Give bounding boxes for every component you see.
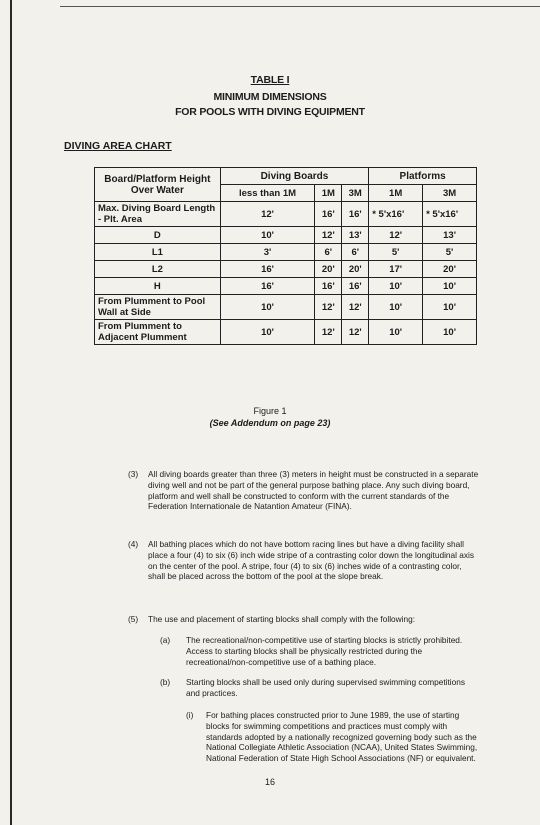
table-row <box>95 261 477 278</box>
chart-title: DIVING AREA CHART <box>64 140 172 152</box>
header-board-height: Board/Platform Height Over Water <box>95 168 221 202</box>
cell: 12' <box>369 227 423 244</box>
row-label: From Plumment to Adjacent Plumment <box>95 320 221 345</box>
row-label: H <box>95 278 221 295</box>
cell: 16' <box>315 202 342 227</box>
header-platforms: Platforms <box>369 168 477 185</box>
row-label: From Plumment to Pool Wall at Side <box>95 295 221 320</box>
row-label: L2 <box>95 261 221 278</box>
cell: 5' <box>423 244 477 261</box>
paragraph-a: The recreational/non-competitive use of starting blocks is strictly prohibited. Access to starting blocks shall be physically restricted during the recreational/non-competitive use of a bathing place. <box>186 635 463 667</box>
paragraph-number: (i) <box>186 710 194 720</box>
top-rule <box>60 6 540 7</box>
cell: 12' <box>315 227 342 244</box>
cell: 20' <box>342 261 369 278</box>
cell: 16' <box>315 278 342 295</box>
paragraph-4: All bathing places which do not have bottom racing lines but have a diving facility shall place a four (4) to six (6) inch wide stripe of a contrasting color down the longitudinal axis on the center of the pool. A stripe, four (4) to six (6) inches wide of a contrasting color, shall be placed across the bottom of the pool at the slope break. <box>148 539 475 582</box>
cell: 12' <box>220 202 315 227</box>
col-header: 1M <box>315 185 342 202</box>
table-row <box>95 244 477 261</box>
cell: 12' <box>342 320 369 345</box>
cell: 3' <box>220 244 315 261</box>
title-line-3: FOR POOLS WITH DIVING EQUIPMENT <box>175 106 365 118</box>
cell: 16' <box>220 261 315 278</box>
cell: 17' <box>369 261 423 278</box>
row-label: D <box>95 227 221 244</box>
figure-caption: Figure 1 <box>253 406 287 416</box>
cell: * 5'x16' <box>423 202 477 227</box>
cell: * 5'x16' <box>369 202 423 227</box>
cell: 10' <box>220 295 315 320</box>
paragraph-i: For bathing places constructed prior to June 1989, the use of starting blocks for swimming competitions and practices must comply with standards adopted by a nationally recognized governing body such as the National Collegiate Athletic Association (NCAA), United States Swimming, National Federation of State High School Associations (NF) or equivalent. <box>206 710 478 764</box>
cell: 10' <box>369 278 423 295</box>
cell: 20' <box>423 261 477 278</box>
cell: 6' <box>342 244 369 261</box>
cell: 10' <box>423 278 477 295</box>
cell: 16' <box>342 278 369 295</box>
diving-area-table <box>94 167 477 345</box>
col-header: 1M <box>369 185 423 202</box>
paragraph-number: (a) <box>160 635 171 645</box>
cell: 10' <box>369 320 423 345</box>
cell: 13' <box>342 227 369 244</box>
cell: 6' <box>315 244 342 261</box>
cell: 10' <box>220 320 315 345</box>
table-row <box>95 295 477 320</box>
cell: 20' <box>315 261 342 278</box>
paragraph-number: (5) <box>128 614 139 624</box>
table-row <box>95 227 477 244</box>
cell: 13' <box>423 227 477 244</box>
row-label: Max. Diving Board Length - Plt. Area <box>95 202 221 227</box>
paragraph-number: (4) <box>128 539 139 549</box>
table-row <box>95 202 477 227</box>
page-number: 16 <box>264 777 275 787</box>
cell: 12' <box>315 295 342 320</box>
title-line-2: MINIMUM DIMENSIONS <box>213 91 327 103</box>
table-row <box>95 320 477 345</box>
cell: 10' <box>423 320 477 345</box>
cell: 10' <box>220 227 315 244</box>
cell: 10' <box>423 295 477 320</box>
paragraph-3: All diving boards greater than three (3) meters in height must be constructed in a separate diving well and not be part of the general purpose bathing place. Any such diving board, platform and well shall be constructed to conform with the current standards of the Federation Internationale de Natantion Amateur (FINA). <box>148 469 479 512</box>
cell: 16' <box>342 202 369 227</box>
table-label: TABLE I <box>250 74 290 86</box>
paragraph-number: (b) <box>160 677 171 687</box>
col-header: 3M <box>423 185 477 202</box>
cell: 10' <box>369 295 423 320</box>
table-row <box>95 278 477 295</box>
col-header: 3M <box>342 185 369 202</box>
cell: 16' <box>220 278 315 295</box>
row-label: L1 <box>95 244 221 261</box>
paragraph-5: The use and placement of starting blocks shall comply with the following: <box>148 614 416 624</box>
cell: 12' <box>342 295 369 320</box>
paragraph-b: Starting blocks shall be used only during supervised swimming competitions and practices. <box>186 677 466 698</box>
paragraph-number: (3) <box>128 469 139 479</box>
header-diving-boards: Diving Boards <box>220 168 369 185</box>
figure-addendum: (See Addendum on page 23) <box>209 418 331 428</box>
cell: 5' <box>369 244 423 261</box>
cell: 12' <box>315 320 342 345</box>
col-header: less than 1M <box>220 185 315 202</box>
